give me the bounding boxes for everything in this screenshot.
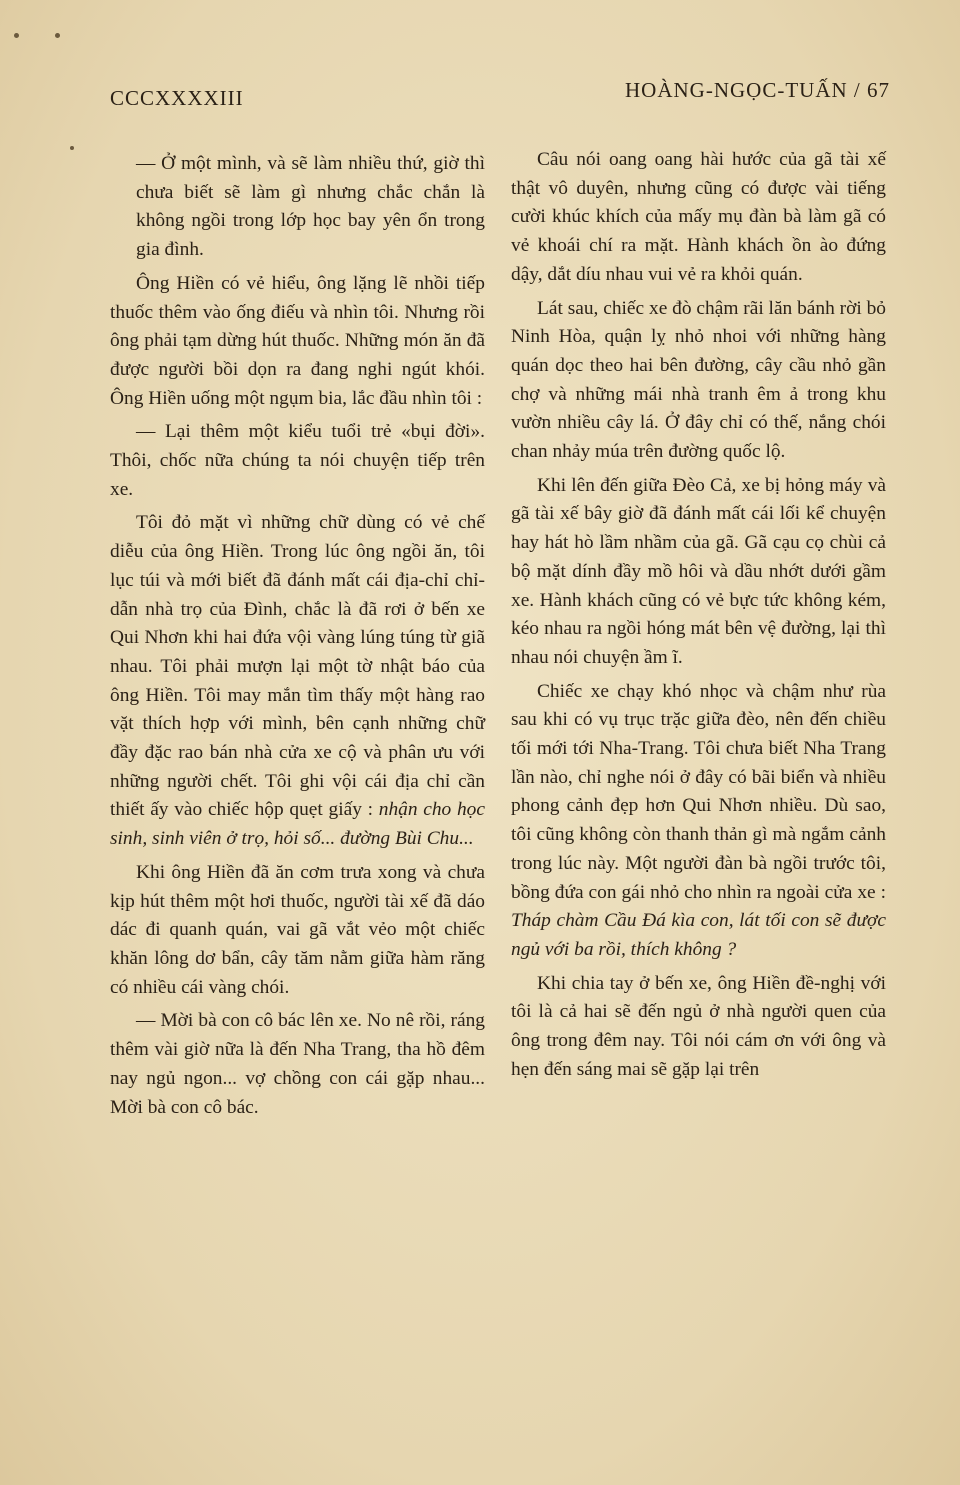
left-column	[110, 150, 485, 1127]
running-header	[110, 78, 890, 112]
paragraph: — Lại thêm một kiểu tuổi trẻ «bụi đời». Thôi, chốc nữa chúng ta nói chuyện tiếp trên xe.	[110, 421, 485, 500]
paragraph: — Ở một mình, và sẽ làm nhiều thứ, giờ thì chưa biết sẽ làm gì nhưng chắc chắn là không ngồi trong lớp học bay yên ổn trong gia đình.	[136, 153, 485, 261]
paragraph: Khi chia tay ở bến xe, ông Hiền đề-nghị với tôi là cả hai sẽ đến ngủ ở nhà người quen của ông trong đêm nay. Tôi nói cám ơn với ông và hẹn đến sáng mai sẽ gặp lại trên	[511, 972, 886, 1080]
author-page-number: HOÀNG-NGỌC-TUẤN / 67	[625, 78, 890, 102]
paragraph-text: Chiếc xe chạy khó nhọc và chậm như rùa sau khi có vụ trục trặc giữa đèo, nên đến chiều tối mới tới Nha-Trang. Tôi chưa biết Nha Trang lần nào, chỉ nghe nói ở đây có bãi biển và nhiều phong cảnh đẹp hơn Qui Nhơn nhiều. Dù sao, tôi cũng không còn thanh thản gì mà ngắm cảnh trong lúc này. Một người đàn bà ngồi trước tôi, bồng đứa con gái nhỏ cho nhìn ra ngoài cửa xe :	[511, 680, 886, 903]
right-column	[511, 146, 886, 1090]
print-speck	[55, 33, 60, 38]
quoted-speech: Tháp chàm Cầu Đá kìa con, lát tối con sẽ được ngủ với ba rồi, thích không ?	[511, 910, 886, 960]
address-note: nhận cho học sinh, sinh viên ở trọ, hỏi số... đường Bùi Chu...	[110, 799, 485, 850]
print-speck	[70, 146, 74, 150]
paragraph-text: Tôi đỏ mặt vì những chữ dùng có vẻ chế diễu của ông Hiền. Trong lúc ông ngồi ăn, tôi lục túi và mới biết đã đánh mất cái địa-chỉ chỉ-dẫn nhà trọ của Đình, chắc là đã rơi ở bến xe Qui Nhơn khi hai đứa vội vàng lúng túng từ giã nhau. Tôi phải mượn lại một tờ nhật báo của ông Hiền. Tôi may mắn tìm thấy một hàng rao vặt thích hợp với mình, bên cạnh những chữ đầy đặc rao bán nhà cửa xe cộ và phân ưu với những người chết. Tôi ghi vội cái địa chỉ cần thiết ấy vào chiếc hộp quẹt giấy :	[110, 512, 485, 821]
paragraph: Khi ông Hiền đã ăn cơm trưa xong và chưa kịp hút thêm một hơi thuốc, người tài xế đã dáo dác đi quanh quán, vai gã vắt vẻo một chiếc khăn lông dơ bẩn, cây tăm nằm giữa hàm răng có nhiều cái vàng chói.	[110, 861, 485, 998]
paragraph	[110, 509, 485, 853]
paragraph: Câu nói oang oang hài hước của gã tài xế thật vô duyên, nhưng cũng có được vài tiếng cười khúc khích của mấy mụ đàn bà làm gã có vẻ khoái chí ra mặt. Hành khách ồn ào đứng dậy, dắt díu nhau vui vẻ ra khỏi quán.	[511, 149, 886, 285]
paragraph: Lát sau, chiếc xe đò chậm rãi lăn bánh rời bỏ Ninh Hòa, quận lỵ nhỏ nhoi với những hàng quán dọc theo hai bên đường, cây cầu nhỏ gần chợ và những mái nhà tranh êm ả trong khu vườn nhiều cây lá. Ở đây chỉ có thế, nắng chói chan nhảy múa trên đường quốc lộ.	[511, 297, 886, 463]
paragraph: Khi lên đến giữa Đèo Cả, xe bị hỏng máy và gã tài xế bây giờ đã đánh mất cái lối kể chuyện hay hát hò lầm nhầm của gã. Gã cạu cọ chùi cả bộ mặt dính đầy mồ hôi và dầu nhớt dưới gầm xe. Hành khách cũng có vẻ bực tức không kém, kéo nhau ra ngồi hóng mát bên vệ đường, lại thì nhau nói chuyện ầm ĩ.	[511, 474, 886, 668]
print-speck	[14, 33, 19, 38]
paragraph	[511, 678, 886, 965]
paragraph: — Mời bà con cô bác lên xe. No nê rồi, ráng thêm vài giờ nữa là đến Nha Trang, tha hồ đêm nay ngủ ngon... vợ chồng con cái gặp nhau... Mời bà con cô bác.	[110, 1010, 485, 1118]
paragraph: Ông Hiền có vẻ hiểu, ông lặng lẽ nhồi tiếp thuốc thêm vào ống điếu và nhìn tôi. Nhưng rồi ông phải tạm dừng hút thuốc. Những món ăn đã được người bồi dọn ra đang nghi ngút khói. Ông Hiền uống một ngụm bia, lắc đầu nhìn tôi :	[110, 272, 485, 409]
section-number: CCCXXXXIII	[110, 86, 244, 110]
